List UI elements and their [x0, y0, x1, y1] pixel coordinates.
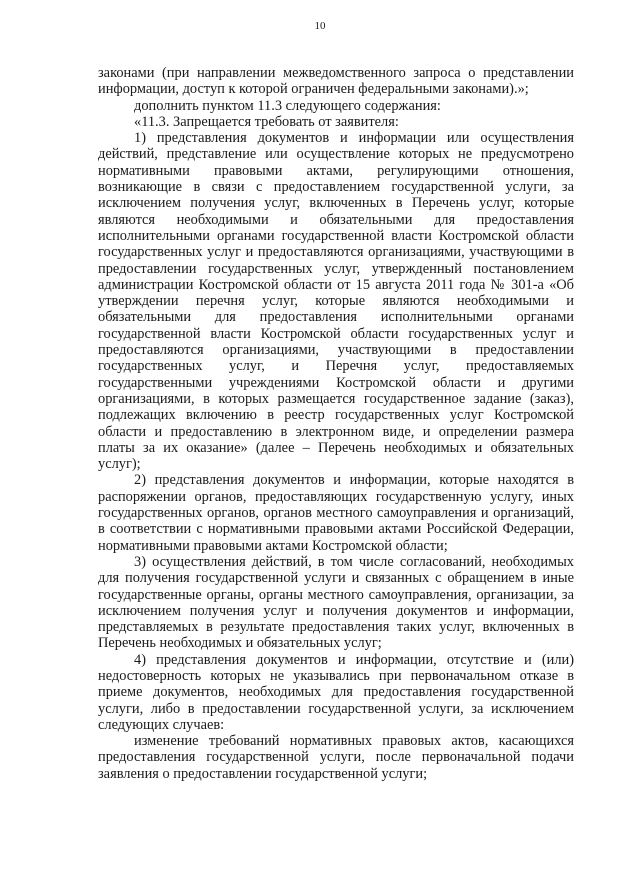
- paragraph: 3) осуществления действий, в том числе согласований, необходимых для получения государственной услуги и связанных с обращением в иные государственные органы, органы местного самоуправления, организации, за исключением получения услуг и получения документов и информации, представляемых в результате предоставления таких услуг, включенных в Перечень необходимых и обязательных услуг;: [98, 553, 574, 652]
- paragraph: законами (при направлении межведомственного запроса о представлении информации, доступ к которой ограничен федеральными законами).»;: [98, 65, 574, 98]
- paragraph: 1) представления документов и информации или осуществления действий, представление или осуществление которых не предусмотрено нормативными правовыми актами, регулирующими отношения, возникающие в связи с предоставлением государственной услуги, за исключением получения услуг, включенных в Перечень услуг, которые являются необходимыми и обязательными для предоставления исполнительными органами государственной власти Костромской области государственных услуг и предоставляются организациями, участвующими в предоставлении государственных услуг, утвержденный постановлением администрации Костромской области от 15 августа 2011 года № 301-а «Об утверждении перечня услуг, которые являются необходимыми и обязательными для предоставления исполнительными органами государственной власти Костромской области государственных услуг и предоставляются организациями, участвующими в предоставлении государственных услуг, и Перечня услуг, предоставляемых государственными учреждениями Костромской области и другими организациями, в которых размещается государственное задание (заказ), подлежащих включению в реестр государственных услуг Костромской области и предоставлению в электронном виде, и определении размера платы за их оказание» (далее – Перечень необходимых и обязательных услуг);: [98, 130, 574, 473]
- paragraph: «11.3. Запрещается требовать от заявителя:: [134, 113, 399, 130]
- paragraph: изменение требований нормативных правовых актов, касающихся предоставления государственной услуги, после первоначальной подачи заявления о предоставлении государственной услуги;: [98, 733, 574, 782]
- paragraph: 2) представления документов и информации, которые находятся в распоряжении органов, предоставляющих государственную услугу, иных государственных органов, органов местного самоуправления и организаций, в соответствии с нормативными правовыми актами Российской Федерации, нормативными правовыми актами Костромской области;: [98, 472, 574, 554]
- page-number: 10: [314, 20, 326, 32]
- paragraph: 4) представления документов и информации, отсутствие и (или) недостоверность которых не указывались при первоначальном отказе в приеме документов, необходимых для предоставления государственной услуги, либо в предоставлении государственной услуги, за исключением следующих случаев:: [98, 651, 574, 733]
- paragraph: дополнить пунктом 11.3 следующего содержания:: [134, 97, 441, 114]
- document-body: [98, 65, 574, 782]
